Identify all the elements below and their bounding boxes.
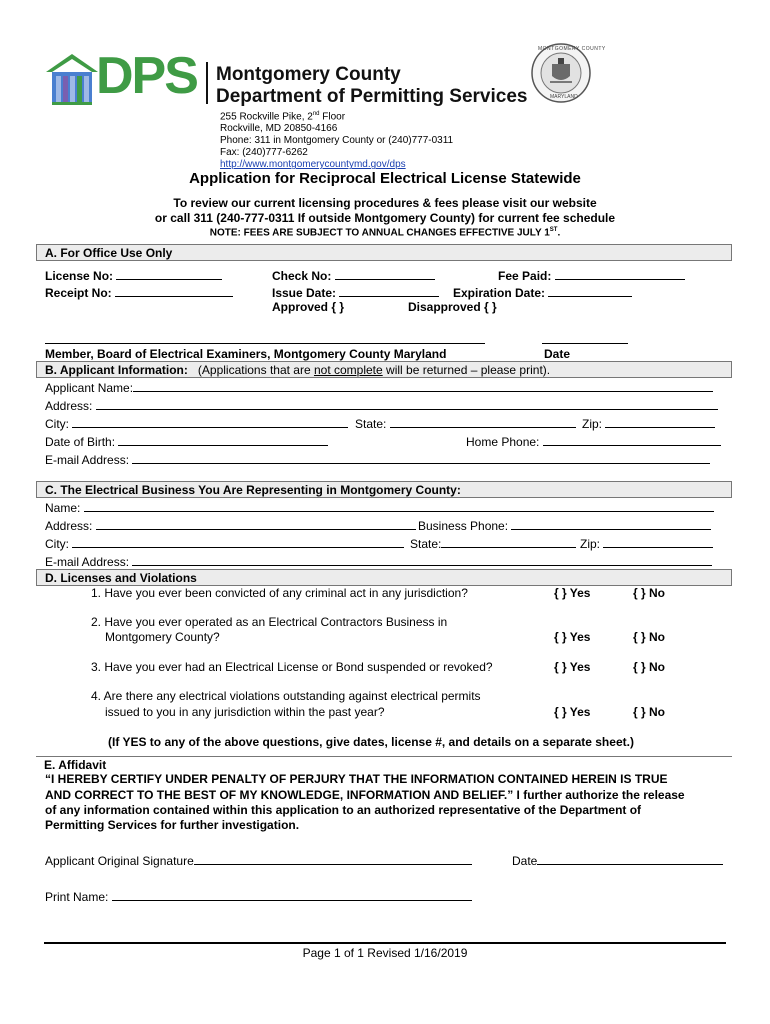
expiration-date-label: Expiration Date: bbox=[453, 285, 632, 300]
member-signature-line[interactable] bbox=[45, 343, 485, 344]
business-zip-row: Zip: bbox=[580, 536, 713, 551]
applicant-city-field[interactable] bbox=[72, 416, 348, 428]
member-date-label: Date bbox=[544, 347, 571, 361]
intro-line2: or call 311 (240-777-0311 If outside Montgomery County) for current fee schedule bbox=[154, 211, 616, 225]
applicant-zip-row: Zip: bbox=[582, 416, 715, 431]
question-1-no[interactable]: { } No bbox=[633, 586, 666, 600]
signature-row: Applicant Original Signature bbox=[45, 853, 472, 868]
applicant-dob-row: Date of Birth: bbox=[45, 434, 328, 449]
address-block bbox=[220, 108, 453, 171]
license-no-field[interactable] bbox=[116, 268, 222, 280]
question-2-yes[interactable]: { } Yes bbox=[554, 630, 591, 644]
business-email-row: E-mail Address: bbox=[45, 554, 712, 569]
business-city-field[interactable] bbox=[72, 536, 404, 548]
issue-date-field[interactable] bbox=[339, 285, 439, 297]
business-state-row: State: bbox=[410, 536, 576, 551]
violations-footnote: (If YES to any of the above questions, give dates, license #, and details on a separate sheet.) bbox=[108, 735, 634, 749]
affidavit-line3: of any information contained within this application to an authorized representative of the Department of bbox=[45, 803, 642, 817]
applicant-email-row: E-mail Address: bbox=[45, 452, 710, 467]
affidavit-line1: “I HEREBY CERTIFY UNDER PENALTY OF PERJURY THAT THE INFORMATION CONTAINED HEREIN IS TRUE bbox=[45, 772, 668, 786]
applicant-state-row: State: bbox=[355, 416, 576, 431]
affidavit-line4: Permitting Services for further investigation. bbox=[45, 818, 300, 832]
applicant-name-field[interactable] bbox=[133, 380, 713, 392]
org-line1: Montgomery County bbox=[216, 64, 401, 85]
check-no-label: Check No: bbox=[272, 268, 435, 283]
applicant-email-field[interactable] bbox=[132, 452, 710, 464]
page-footer: Page 1 of 1 Revised 1/16/2019 bbox=[302, 946, 468, 960]
address-phone: Phone: 311 in Montgomery County or (240)777-0311 bbox=[220, 135, 454, 147]
dps-logo bbox=[44, 47, 204, 106]
disapproved-checkbox[interactable]: Disapproved { } bbox=[408, 300, 497, 314]
print-name-row: Print Name: bbox=[45, 889, 472, 904]
logo-divider bbox=[206, 62, 208, 104]
intro-line1: To review our current licensing procedures & fees please visit our website bbox=[173, 196, 597, 210]
seal-bottom-text: MARYLAND bbox=[550, 94, 578, 100]
address-street: 255 Rockville Pike, 2nd Floor bbox=[220, 111, 346, 123]
receipt-no-field[interactable] bbox=[115, 285, 233, 297]
business-state-field[interactable] bbox=[441, 536, 576, 548]
business-address-row: Address: bbox=[45, 518, 416, 533]
dps-logo-text: DPS bbox=[96, 47, 197, 105]
section-a-header: A. For Office Use Only bbox=[36, 244, 732, 261]
question-2-line1: 2. Have you ever operated as an Electrical Contractors Business in bbox=[91, 615, 448, 629]
receipt-no-label: Receipt No: bbox=[45, 285, 233, 300]
business-phone-row: Business Phone: bbox=[418, 518, 711, 533]
question-4-no[interactable]: { } No bbox=[633, 705, 666, 719]
applicant-address-field[interactable] bbox=[96, 398, 718, 410]
footer-rule bbox=[44, 942, 726, 944]
signature-date-row: Date bbox=[512, 853, 723, 868]
address-city: Rockville, MD 20850-4166 bbox=[220, 123, 338, 135]
business-email-field[interactable] bbox=[132, 554, 712, 566]
applicant-city-row: City: bbox=[45, 416, 348, 431]
question-1-yes[interactable]: { } Yes bbox=[554, 586, 591, 600]
question-4-line1: 4. Are there any electrical violations outstanding against electrical permits bbox=[91, 689, 481, 703]
question-3: 3. Have you ever had an Electrical License or Bond suspended or revoked? bbox=[91, 660, 493, 674]
business-name-field[interactable] bbox=[84, 500, 714, 512]
question-4-yes[interactable]: { } Yes bbox=[554, 705, 591, 719]
signature-date-field[interactable] bbox=[537, 853, 723, 865]
question-2-line2: Montgomery County? bbox=[105, 630, 220, 644]
member-label: Member, Board of Electrical Examiners, Montgomery County Maryland bbox=[45, 347, 447, 361]
check-no-field[interactable] bbox=[335, 268, 435, 280]
question-1: 1. Have you ever been convicted of any criminal act in any jurisdiction? bbox=[91, 586, 468, 600]
question-3-no[interactable]: { } No bbox=[633, 660, 666, 674]
website-link[interactable]: http://www.montgomerycountymd.gov/dps bbox=[220, 159, 406, 171]
section-b-header: B. Applicant Information: (Applications that are not complete will be returned – please print). bbox=[36, 361, 732, 378]
address-fax: Fax: (240)777-6262 bbox=[220, 147, 308, 159]
org-line2: Department of Permitting Services bbox=[216, 86, 528, 107]
applicant-home-phone-row: Home Phone: bbox=[466, 434, 721, 449]
section-e-header: E. Affidavit bbox=[36, 756, 732, 772]
fee-paid-label: Fee Paid: bbox=[498, 268, 685, 283]
license-no-label: License No: bbox=[45, 268, 222, 283]
business-city-row: City: bbox=[45, 536, 404, 551]
question-3-yes[interactable]: { } Yes bbox=[554, 660, 591, 674]
question-4-line2: issued to you in any jurisdiction within the past year? bbox=[105, 705, 385, 719]
page-title: Application for Reciprocal Electrical License Statewide bbox=[189, 170, 581, 187]
business-name-row: Name: bbox=[45, 500, 714, 515]
fee-note: NOTE: FEES ARE SUBJECT TO ANNUAL CHANGES EFFECTIVE JULY 1ST. bbox=[209, 227, 561, 239]
expiration-date-field[interactable] bbox=[548, 285, 632, 297]
section-d-header: D. Licenses and Violations bbox=[36, 569, 732, 586]
applicant-name-row: Applicant Name: bbox=[45, 380, 713, 395]
business-phone-field[interactable] bbox=[511, 518, 711, 530]
approved-checkbox[interactable]: Approved { } bbox=[272, 300, 345, 314]
affidavit-line2: AND CORRECT TO THE BEST OF MY KNOWLEDGE, INFORMATION AND BELIEF.” I further authorize the release bbox=[45, 788, 685, 802]
seal-top-text: MONTGOMERY COUNTY bbox=[538, 46, 606, 52]
business-zip-field[interactable] bbox=[603, 536, 713, 548]
question-2-no[interactable]: { } No bbox=[633, 630, 666, 644]
signature-field[interactable] bbox=[194, 853, 472, 865]
applicant-dob-field[interactable] bbox=[118, 434, 328, 446]
business-address-field[interactable] bbox=[96, 518, 416, 530]
fee-paid-field[interactable] bbox=[555, 268, 685, 280]
building-icon bbox=[44, 52, 100, 106]
issue-date-label: Issue Date: bbox=[272, 285, 439, 300]
county-seal bbox=[530, 42, 606, 104]
applicant-state-field[interactable] bbox=[390, 416, 576, 428]
print-name-field[interactable] bbox=[112, 889, 472, 901]
applicant-address-row: Address: bbox=[45, 398, 718, 413]
section-c-header: C. The Electrical Business You Are Representing in Montgomery County: bbox=[36, 481, 732, 498]
member-date-line[interactable] bbox=[542, 343, 628, 344]
applicant-zip-field[interactable] bbox=[605, 416, 715, 428]
applicant-home-phone-field[interactable] bbox=[543, 434, 721, 446]
